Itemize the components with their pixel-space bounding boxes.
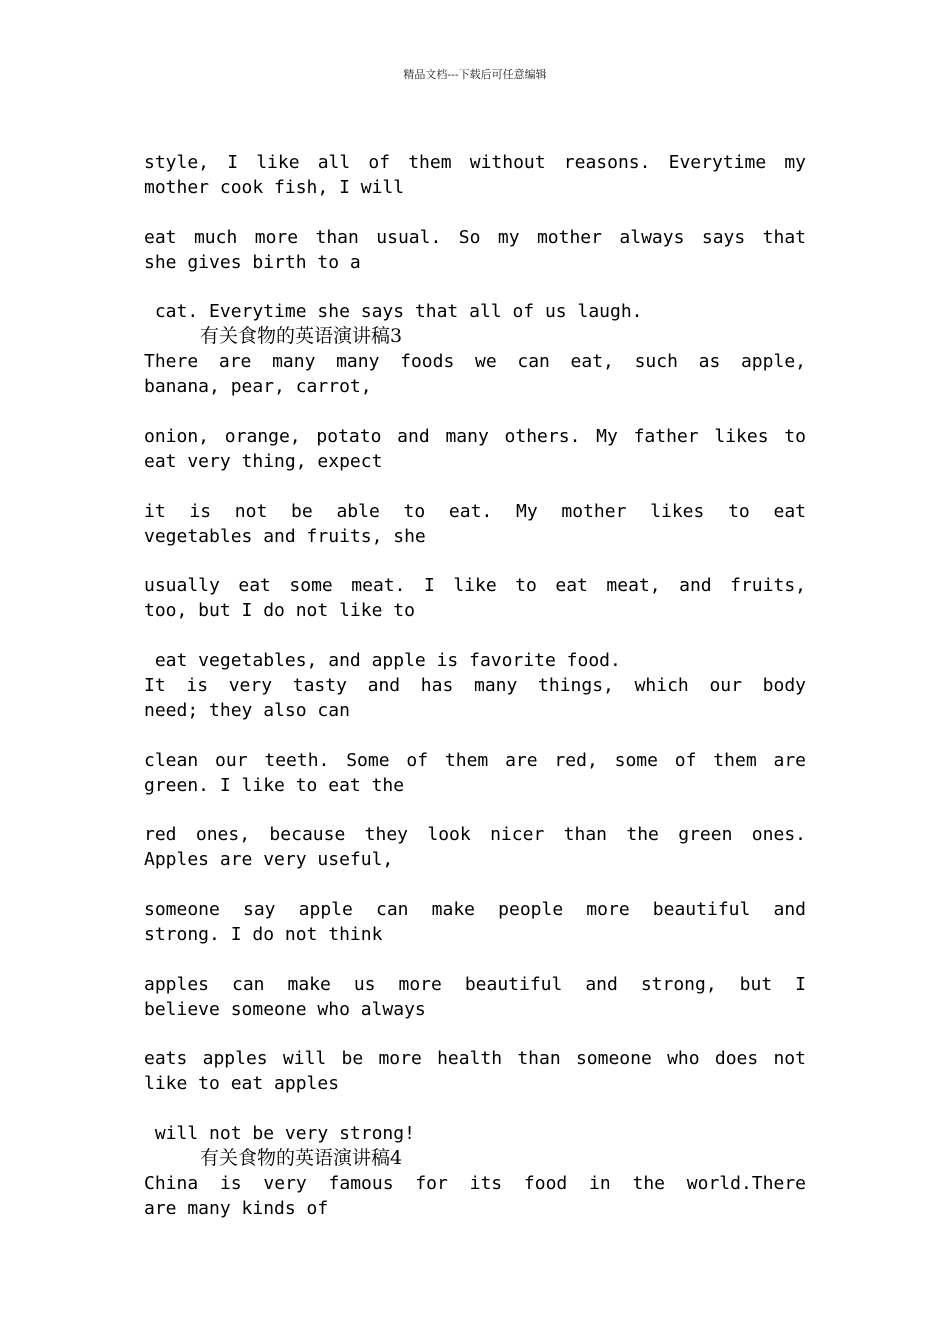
text-line: China is very famous for its food in the world.There [144,1173,806,1194]
text-line: eat much more than usual. So my mother always says that [144,227,806,248]
text-line: banana, pear, carrot, [144,376,372,397]
text-line: style, I like all of them without reasons. Everytime my [144,152,806,173]
text-line: Apples are very useful, [144,849,394,870]
text-line: apples can make us more beautiful and strong, but I [144,974,806,995]
text-line: cat. Everytime she says that all of us laugh. [144,301,643,322]
section-heading: 有关食物的英语演讲稿4 [200,1147,403,1169]
text-line: someone say apple can make people more beautiful and [144,899,806,920]
text-line: strong. I do not think [144,924,383,945]
text-line: too, but I do not like to [144,600,415,621]
section-heading: 有关食物的英语演讲稿3 [200,325,403,347]
text-line: eat vegetables, and apple is favorite food. [144,650,621,671]
text-line: There are many many foods we can eat, such as apple, [144,351,806,372]
text-line: will not be very strong! [144,1123,415,1144]
text-line: It is very tasty and has many things, which our body [144,675,806,696]
text-line: believe someone who always [144,999,426,1020]
text-line: usually eat some meat. I like to eat meat, and fruits, [144,575,806,596]
text-line: need; they also can [144,700,350,721]
text-line: clean our teeth. Some of them are red, some of them are [144,750,806,771]
text-line: eat very thing, expect [144,451,383,472]
page-header: 精品文档---下载后可任意编辑 [403,68,547,81]
text-line: green. I like to eat the [144,775,405,796]
text-line: are many kinds of [144,1198,329,1219]
text-line: onion, orange, potato and many others. My father likes to [144,426,806,447]
text-line: eats apples will be more health than someone who does not [144,1048,806,1069]
text-line: like to eat apples [144,1073,340,1094]
text-line: she gives birth to a [144,252,361,273]
text-line: red ones, because they look nicer than the green ones. [144,824,806,845]
text-line: vegetables and fruits, she [144,526,426,547]
text-line: mother cook fish, I will [144,177,405,198]
text-line: it is not be able to eat. My mother likes to eat [144,501,806,522]
